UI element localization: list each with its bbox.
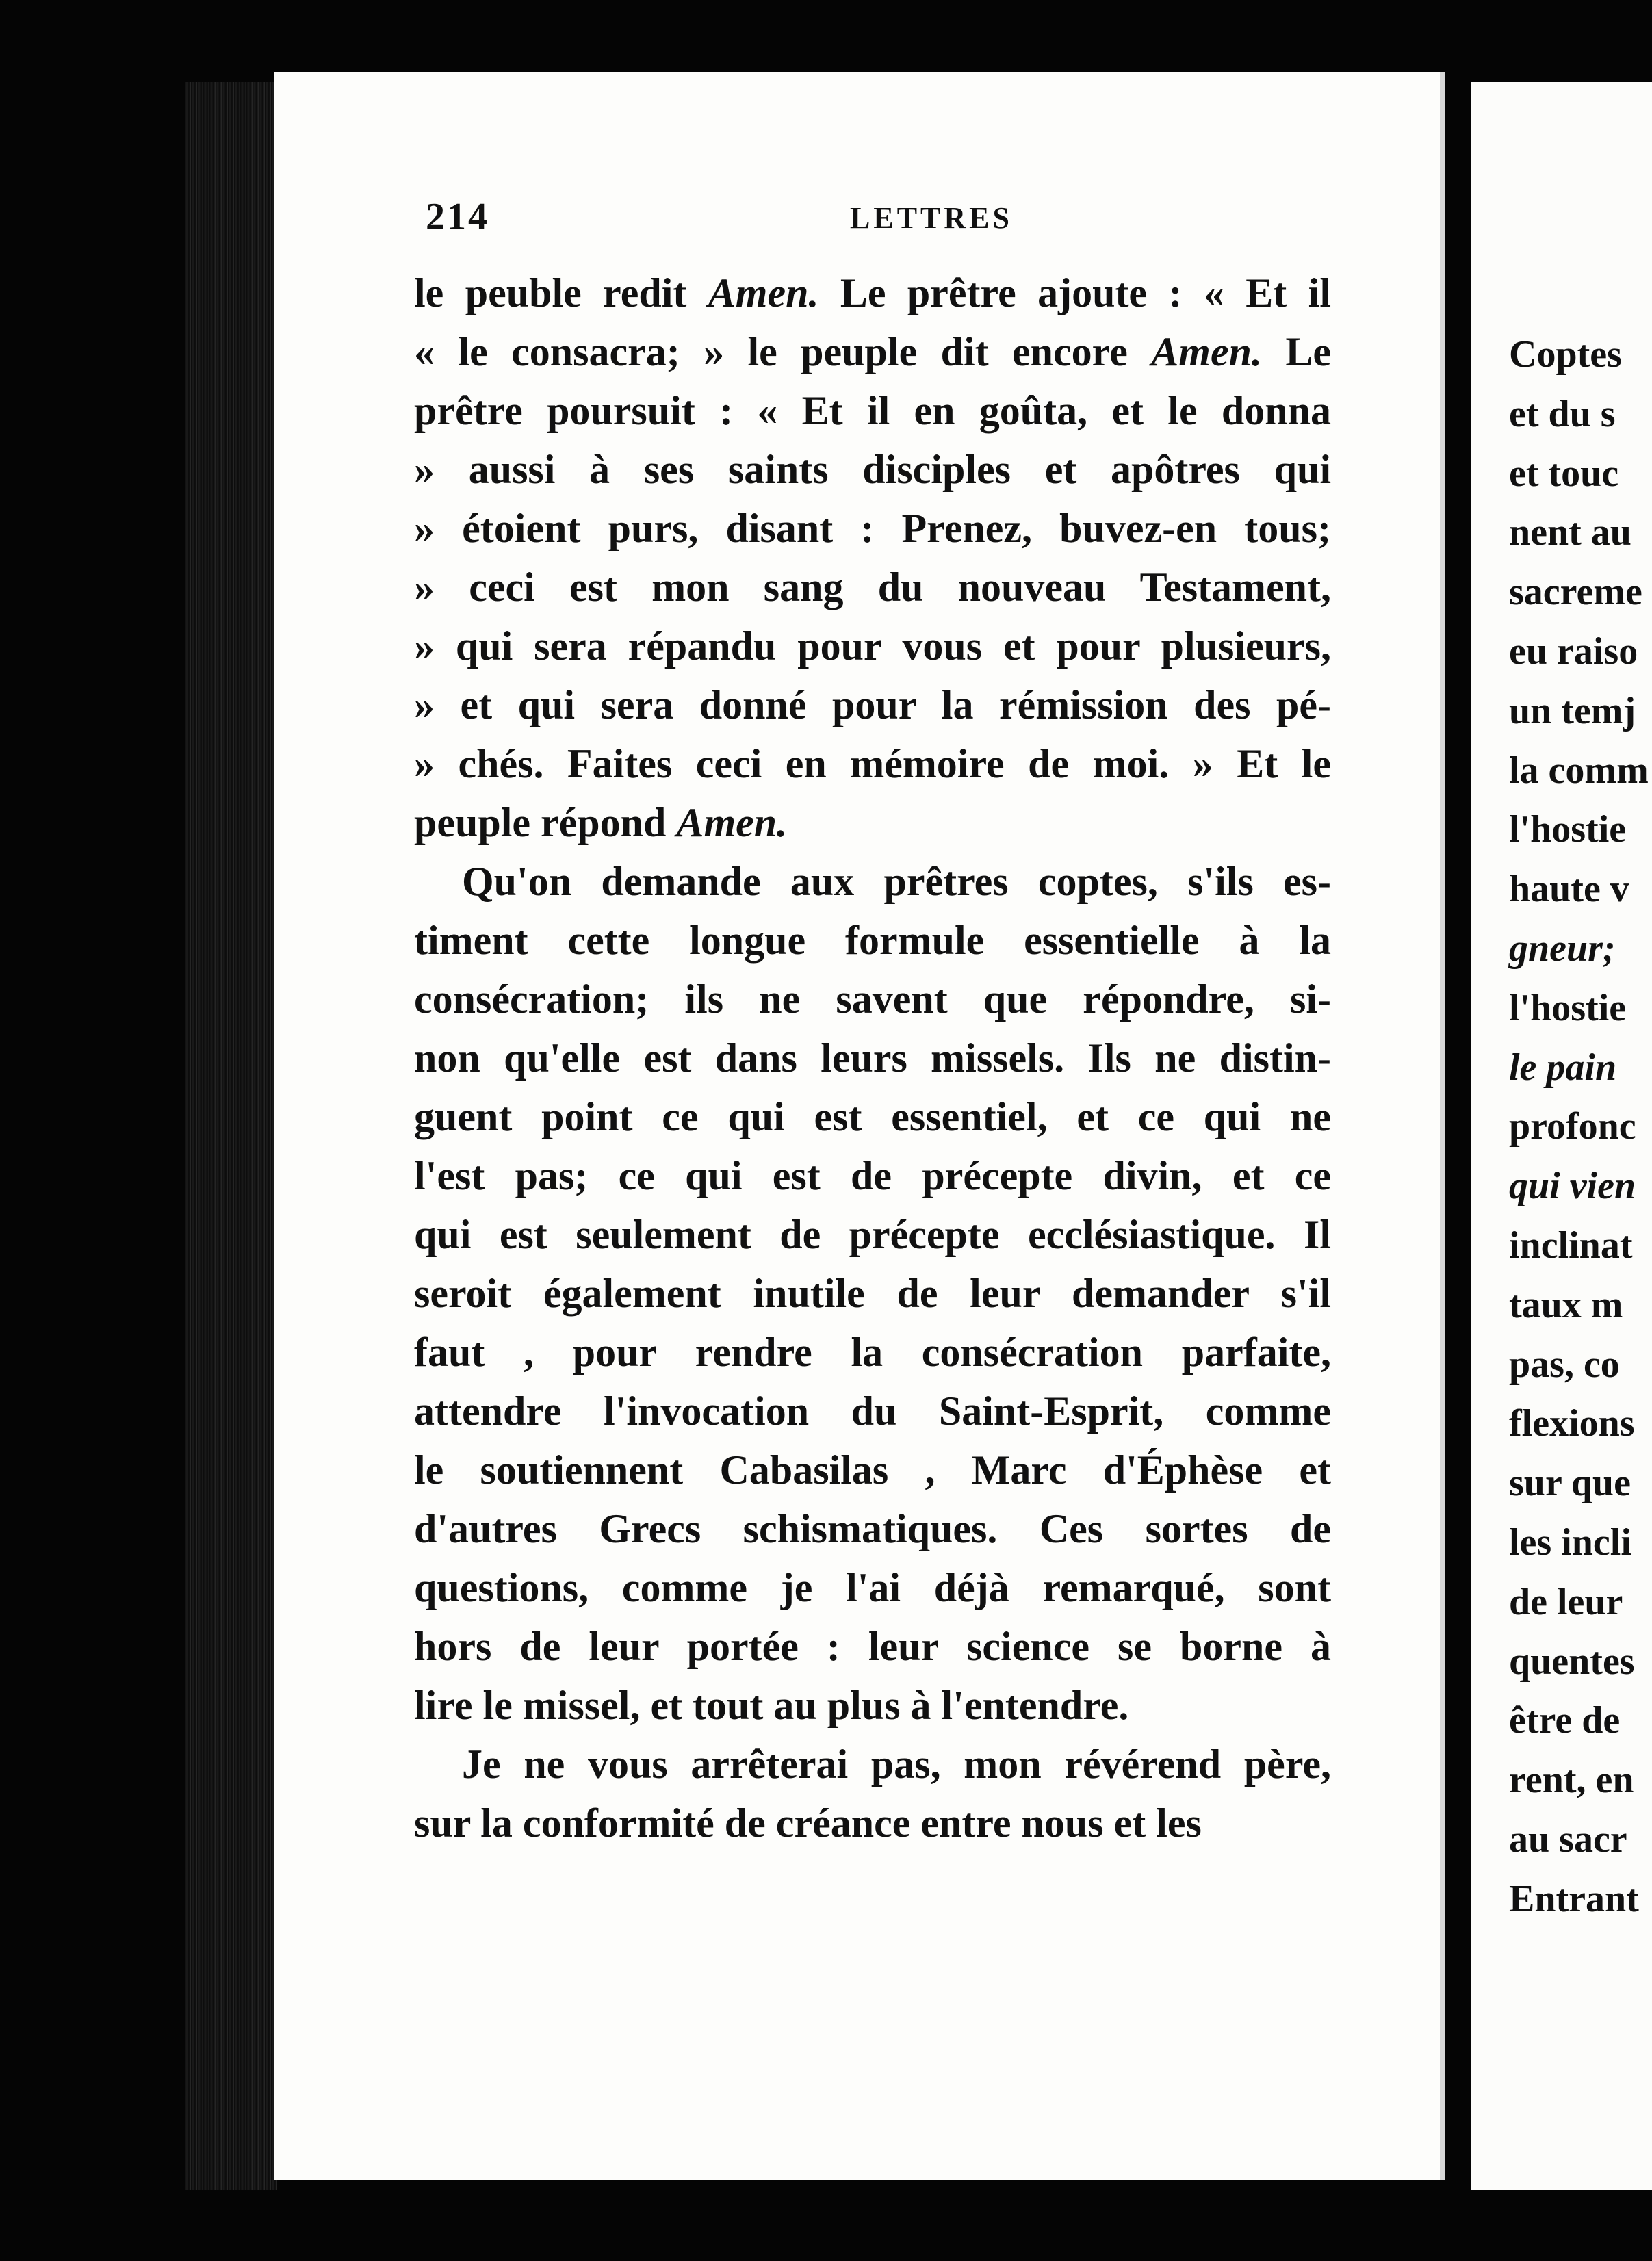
text-run: taux m — [1509, 1283, 1623, 1326]
text-run: » aussi à ses saints disciples et apôtres qui — [414, 447, 1331, 492]
text-run: l'hostie — [1509, 986, 1627, 1029]
text-line — [414, 1146, 1331, 1205]
italic-word: Amen. — [676, 800, 788, 845]
text-line — [414, 499, 1331, 558]
text-line — [414, 793, 1331, 852]
text-line — [1509, 325, 1652, 385]
italic-word: Amen. — [1151, 329, 1262, 374]
text-line — [1509, 979, 1652, 1038]
book-binding-gutter — [185, 82, 277, 2190]
text-line — [1509, 860, 1652, 919]
text-run: gneur; — [1509, 927, 1616, 970]
text-run: Le — [1261, 329, 1332, 374]
text-line — [1509, 1216, 1652, 1276]
text-run: sur la conformité de créance entre nous et les — [414, 1800, 1202, 1846]
text-line — [414, 1264, 1331, 1323]
text-run: sur que — [1509, 1462, 1631, 1505]
text-line — [414, 1029, 1331, 1087]
running-head — [274, 195, 1440, 250]
text-line — [1509, 1157, 1652, 1216]
text-run: attendre l'invocation du Saint-Esprit, comme — [414, 1388, 1331, 1434]
text-line — [414, 1499, 1331, 1558]
page-number: 214 — [426, 196, 489, 238]
text-line — [414, 1794, 1331, 1852]
text-line — [414, 322, 1331, 381]
text-line — [1509, 1870, 1652, 1929]
text-line — [1509, 741, 1652, 801]
text-run: faut , pour rendre la consécration parfaite, — [414, 1330, 1331, 1375]
text-run: rent, en — [1509, 1759, 1634, 1802]
text-line — [1509, 1632, 1652, 1692]
text-line — [1509, 919, 1652, 979]
text-line — [1509, 1750, 1652, 1810]
text-run: » qui sera répandu pour vous et pour plusieurs, — [414, 623, 1331, 669]
text-run: d'autres Grecs schismatiques. Ces sortes de — [414, 1506, 1331, 1551]
text-line — [1509, 503, 1652, 563]
text-run: profonc — [1509, 1105, 1636, 1148]
text-line — [1509, 1276, 1652, 1335]
text-run: hors de leur portée : leur science se borne à — [414, 1624, 1331, 1669]
text-run: inclinat — [1509, 1224, 1633, 1267]
text-run: pas, co — [1509, 1343, 1620, 1386]
text-line — [1509, 1038, 1652, 1098]
text-line — [1509, 622, 1652, 682]
left-page — [274, 72, 1445, 2180]
text-run: être de — [1509, 1699, 1621, 1742]
text-line — [414, 1205, 1331, 1264]
text-run: flexions — [1509, 1402, 1635, 1445]
text-run: Le prêtre ajoute : « Et il — [818, 270, 1331, 315]
text-line — [414, 1558, 1331, 1617]
text-line — [414, 263, 1331, 322]
text-line — [414, 911, 1331, 970]
text-run: qui est seulement de précepte ecclésiastique. Il — [414, 1212, 1331, 1257]
text-run: sacreme — [1509, 571, 1642, 614]
text-run: non qu'elle est dans leurs missels. Ils ne distin- — [414, 1035, 1331, 1081]
text-run: prêtre poursuit : « Et il en goûta, et le donna — [414, 388, 1331, 433]
running-head-title: LETTRES — [850, 201, 1013, 235]
text-line — [414, 734, 1331, 793]
text-line — [1509, 385, 1652, 444]
text-line — [414, 1440, 1331, 1499]
text-run: Je ne vous arrêterai pas, mon révérend père, — [462, 1742, 1331, 1787]
text-line — [414, 381, 1331, 440]
text-run: un temj — [1509, 689, 1636, 732]
body-text — [414, 263, 1331, 1852]
text-line — [1509, 1335, 1652, 1395]
text-run: haute v — [1509, 868, 1629, 911]
text-line — [1509, 682, 1652, 741]
text-line — [1509, 1513, 1652, 1573]
text-run: et touc — [1509, 452, 1619, 495]
right-page-text — [1509, 325, 1652, 1929]
text-line — [1509, 1810, 1652, 1870]
text-line — [1509, 1097, 1652, 1157]
text-run: le pain — [1509, 1046, 1617, 1089]
text-line — [414, 1382, 1331, 1440]
text-line — [414, 440, 1331, 499]
text-run: le peuble redit — [414, 270, 708, 315]
text-line — [1509, 800, 1652, 860]
text-run: le soutiennent Cabasilas , Marc d'Éphèse et — [414, 1447, 1331, 1493]
text-line — [414, 1087, 1331, 1146]
text-run: peuple répond — [414, 800, 677, 845]
text-line — [1509, 1394, 1652, 1454]
text-line — [414, 675, 1331, 734]
right-page-fragment — [1471, 82, 1652, 2190]
text-run: seroit également inutile de leur demander s'il — [414, 1271, 1331, 1316]
text-run: qui vien — [1509, 1165, 1636, 1208]
text-line — [414, 970, 1331, 1029]
text-line — [1509, 1454, 1652, 1513]
text-run: lire le missel, et tout au plus à l'entendre. — [414, 1683, 1129, 1728]
text-run: » chés. Faites ceci en mémoire de moi. » Et le — [414, 741, 1331, 786]
text-line — [414, 1676, 1331, 1735]
text-line — [414, 558, 1331, 617]
text-run: « le consacra; » le peuple dit encore — [414, 329, 1152, 374]
text-line — [1509, 1573, 1652, 1632]
text-line — [414, 617, 1331, 675]
text-line — [1509, 1691, 1652, 1750]
text-run: Entrant — [1509, 1877, 1639, 1920]
text-run: Qu'on demande aux prêtres coptes, s'ils es- — [462, 859, 1331, 904]
text-run: » et qui sera donné pour la rémission des pé- — [414, 682, 1331, 727]
text-run: quentes — [1509, 1640, 1635, 1683]
text-run: les incli — [1509, 1521, 1631, 1564]
text-run: » étoient purs, disant : Prenez, buvez-en tous; — [414, 506, 1331, 551]
text-run: Coptes — [1509, 333, 1622, 376]
text-run: la comm — [1509, 749, 1649, 792]
italic-word: Amen. — [708, 270, 819, 315]
text-line — [414, 852, 1331, 911]
text-run: nent au — [1509, 511, 1631, 554]
text-line — [414, 1323, 1331, 1382]
text-run: consécration; ils ne savent que répondre, si- — [414, 977, 1331, 1022]
text-run: timent cette longue formule essentielle à la — [414, 918, 1331, 963]
text-run: l'hostie — [1509, 808, 1627, 851]
text-run: de leur — [1509, 1580, 1623, 1623]
text-run: l'est pas; ce qui est de précepte divin, et ce — [414, 1153, 1331, 1198]
text-run: questions, comme je l'ai déjà remarqué, sont — [414, 1565, 1331, 1610]
text-run: guent point ce qui est essentiel, et ce qui ne — [414, 1094, 1331, 1139]
text-run: » ceci est mon sang du nouveau Testament, — [414, 565, 1331, 610]
text-run: et du s — [1509, 392, 1616, 435]
text-line — [414, 1735, 1331, 1794]
text-line — [1509, 444, 1652, 504]
text-run: au sacr — [1509, 1818, 1627, 1861]
text-line — [1509, 563, 1652, 622]
text-run: eu raiso — [1509, 630, 1638, 673]
text-line — [414, 1617, 1331, 1676]
